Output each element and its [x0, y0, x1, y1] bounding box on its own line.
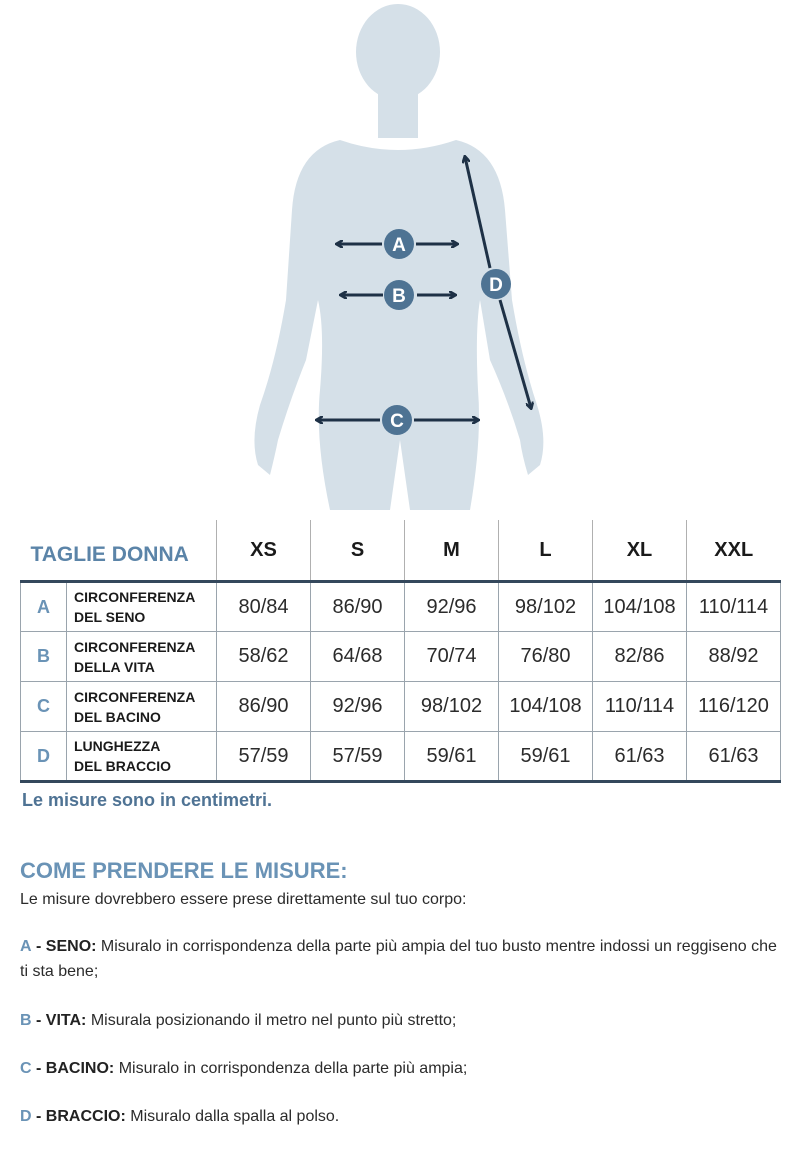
row-label: LUNGHEZZA DEL BRACCIO [67, 732, 217, 782]
table-cell: 98/102 [499, 582, 593, 632]
size-header: M [405, 520, 499, 582]
table-cell: 110/114 [687, 582, 781, 632]
guide-key: SENO: [45, 938, 97, 955]
table-cell: 86/90 [217, 682, 311, 732]
measuring-guide [20, 858, 780, 1129]
size-header: XS [217, 520, 311, 582]
size-header: S [311, 520, 405, 582]
size-table-container [20, 520, 780, 783]
table-row [21, 682, 781, 732]
table-cell: 59/61 [405, 732, 499, 782]
body-measurement-figure [0, 0, 794, 510]
row-label: CIRCONFERENZA DEL SENO [67, 582, 217, 632]
table-cell: 80/84 [217, 582, 311, 632]
row-letter: C [21, 682, 67, 732]
row-label: CIRCONFERENZA DELLA VITA [67, 632, 217, 682]
table-row [21, 582, 781, 632]
table-cell: 57/59 [217, 732, 311, 782]
table-cell: 98/102 [405, 682, 499, 732]
row-letter: A [21, 582, 67, 632]
size-header: XL [593, 520, 687, 582]
marker-a [384, 229, 414, 259]
guide-key: BRACCIO: [45, 1108, 126, 1125]
guide-text: Misuralo in corrispondenza della parte più ampia; [118, 1060, 468, 1077]
marker-c [382, 405, 412, 435]
guide-text: Misuralo dalla spalla al polso. [130, 1108, 340, 1125]
table-cell: 58/62 [217, 632, 311, 682]
table-row [21, 632, 781, 682]
unit-note: Le misure sono in centimetri. [22, 790, 273, 810]
size-header: L [499, 520, 593, 582]
table-cell: 92/96 [311, 682, 405, 732]
row-letter: D [21, 732, 67, 782]
table-title: TAGLIE DONNA [30, 543, 189, 566]
table-header-row [21, 520, 781, 582]
table-cell: 88/92 [687, 632, 781, 682]
guide-letter: B [20, 1012, 32, 1029]
guide-item-braccio: D - BRACCIO: Misuralo dalla spalla al polso. [20, 1108, 340, 1125]
guide-letter: A [20, 938, 32, 955]
table-cell: 92/96 [405, 582, 499, 632]
marker-b [384, 280, 414, 310]
guide-key: VITA: [45, 1012, 87, 1029]
table-cell: 64/68 [311, 632, 405, 682]
table-cell: 86/90 [311, 582, 405, 632]
size-header: XXL [687, 520, 781, 582]
guide-letter: C [20, 1060, 32, 1077]
table-row [21, 732, 781, 782]
marker-d [481, 269, 511, 299]
svg-text:A: A [392, 235, 406, 256]
table-cell: 104/108 [593, 582, 687, 632]
guide-item-bacino: C - BACINO: Misuralo in corrispondenza della parte più ampia; [20, 1060, 468, 1077]
table-cell: 76/80 [499, 632, 593, 682]
guide-item-seno: A - SENO: Misuralo in corrispondenza della parte più ampia del tuo busto mentre indossi un reggiseno che ti sta bene; [20, 938, 777, 980]
table-cell: 116/120 [687, 682, 781, 732]
svg-text:C: C [390, 411, 404, 432]
table-cell: 61/63 [593, 732, 687, 782]
row-label: CIRCONFERENZA DEL BACINO [67, 682, 217, 732]
guide-title: COME PRENDERE LE MISURE: [20, 858, 348, 883]
table-cell: 110/114 [593, 682, 687, 732]
svg-text:B: B [392, 286, 406, 307]
guide-text: Misurala posizionando il metro nel punto più stretto; [90, 1012, 457, 1029]
table-cell: 104/108 [499, 682, 593, 732]
guide-letter: D [20, 1108, 32, 1125]
guide-text: Misuralo in corrispondenza della parte più ampia del tuo busto mentre indossi un reggiseno che ti sta bene; [20, 938, 777, 980]
table-cell: 59/61 [499, 732, 593, 782]
guide-key: BACINO: [45, 1060, 115, 1077]
guide-intro: Le misure dovrebbero essere prese direttamente sul tuo corpo: [20, 891, 467, 908]
svg-text:D: D [489, 275, 503, 296]
guide-item-vita: B - VITA: Misurala posizionando il metro nel punto più stretto; [20, 1012, 457, 1029]
table-cell: 57/59 [311, 732, 405, 782]
row-letter: B [21, 632, 67, 682]
table-cell: 61/63 [687, 732, 781, 782]
size-table [20, 520, 781, 783]
table-cell: 70/74 [405, 632, 499, 682]
table-cell: 82/86 [593, 632, 687, 682]
